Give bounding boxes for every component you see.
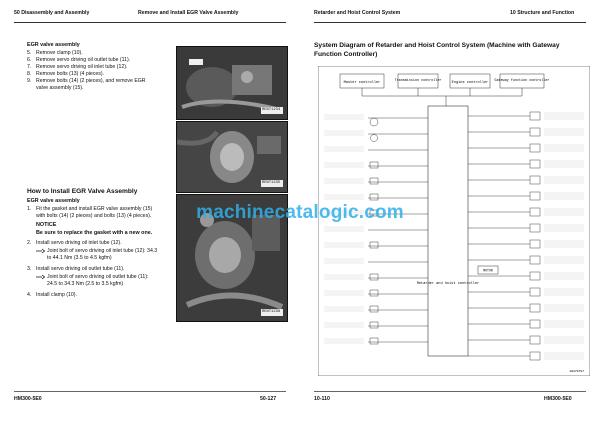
left-header-title: Remove and Install EGR Valve Assembly <box>138 10 239 16</box>
motor-label: MOTOR <box>483 268 493 273</box>
photo-egr-valve-top: RENT1234 <box>176 46 288 120</box>
photo-egr-valve-bottom: RENT1236 <box>176 194 288 322</box>
right-header-title: Retarder and Hoist Control System <box>314 10 401 16</box>
retarder-hoist-controller-box <box>428 106 468 356</box>
notice-label: NOTICE <box>36 222 57 228</box>
photo-egr-valve-middle: RENT1235 <box>176 121 288 193</box>
left-footer-page: 50-127 <box>260 396 277 402</box>
controller-label: Master controller <box>343 81 381 85</box>
controller-label: Transmission controller <box>394 79 442 83</box>
remove-subtitle: EGR valve assembly <box>27 42 80 48</box>
footer-rule <box>14 391 286 392</box>
install-subtitle: EGR valve assembly <box>27 198 80 204</box>
install-title: How to Install EGR Valve Assembly <box>27 188 138 195</box>
right-footer-page: 10-110 <box>314 396 330 402</box>
torque-wrench-icon <box>36 248 45 257</box>
right-footer-model: HM300-5E0 <box>544 396 572 402</box>
header-rule <box>314 22 586 23</box>
watermark: machinecatalogic.com <box>196 202 404 223</box>
notice-text: Be sure to replace the gasket with a new one. <box>36 230 153 236</box>
figure-code: G0079797 <box>569 370 584 373</box>
diagram-title: System Diagram of Retarder and Hoist Control System (Machine with Gateway Function Controller) <box>314 42 560 58</box>
header-rule <box>14 22 286 23</box>
controller-label: Engine controller <box>451 81 489 85</box>
left-page: 50 Disassembly and Assembly Remove and Install EGR Valve Assembly EGR valve assembly 5. Remove clamp (10). 6. Remove servo driving oil outlet tube (11). 7. Remove servo driving oil inlet tube (12). 8. Remove bolts (13) (4 pieces). 9. Remove bolts (14) (2 pieces), and remove EGR valve assembly (15). How to Install EGR Valve Assembly EGR valve assembly 1. Fit the gasket and install EGR valve assembly (15) with bolts (14) (2 pieces) and bolts (13) (4 pieces). NOTICE Be sure to replace the gasket with a new one. 2. Install servo driving oil inlet tube (12). Joint bolt of servo driving oil inlet tube (12): 34.3 to 44.1 Nm (3.5 to 4.5 kgfm) 3. Install servo driving oil outlet tube (11). Joint bolt of servo driving oil outlet tube (11): 24.5 to 34.3 Nm (2.5 to 3.5 kgfm) 4. Install clamp (10). RENT1234 RENT1235 RENT1236 HM300-5E0 50-127 <box>0 0 300 424</box>
controller-label: Gateway function controller <box>494 79 550 83</box>
left-footer-model: HM300-5E0 <box>14 396 42 402</box>
left-header-section: 50 Disassembly and Assembly <box>14 10 90 16</box>
footer-rule <box>314 391 586 392</box>
torque-wrench-icon <box>36 274 45 283</box>
center-controller-label: Retarder and hoist controller <box>416 282 480 286</box>
right-header-section: 10 Structure and Function <box>510 10 575 16</box>
